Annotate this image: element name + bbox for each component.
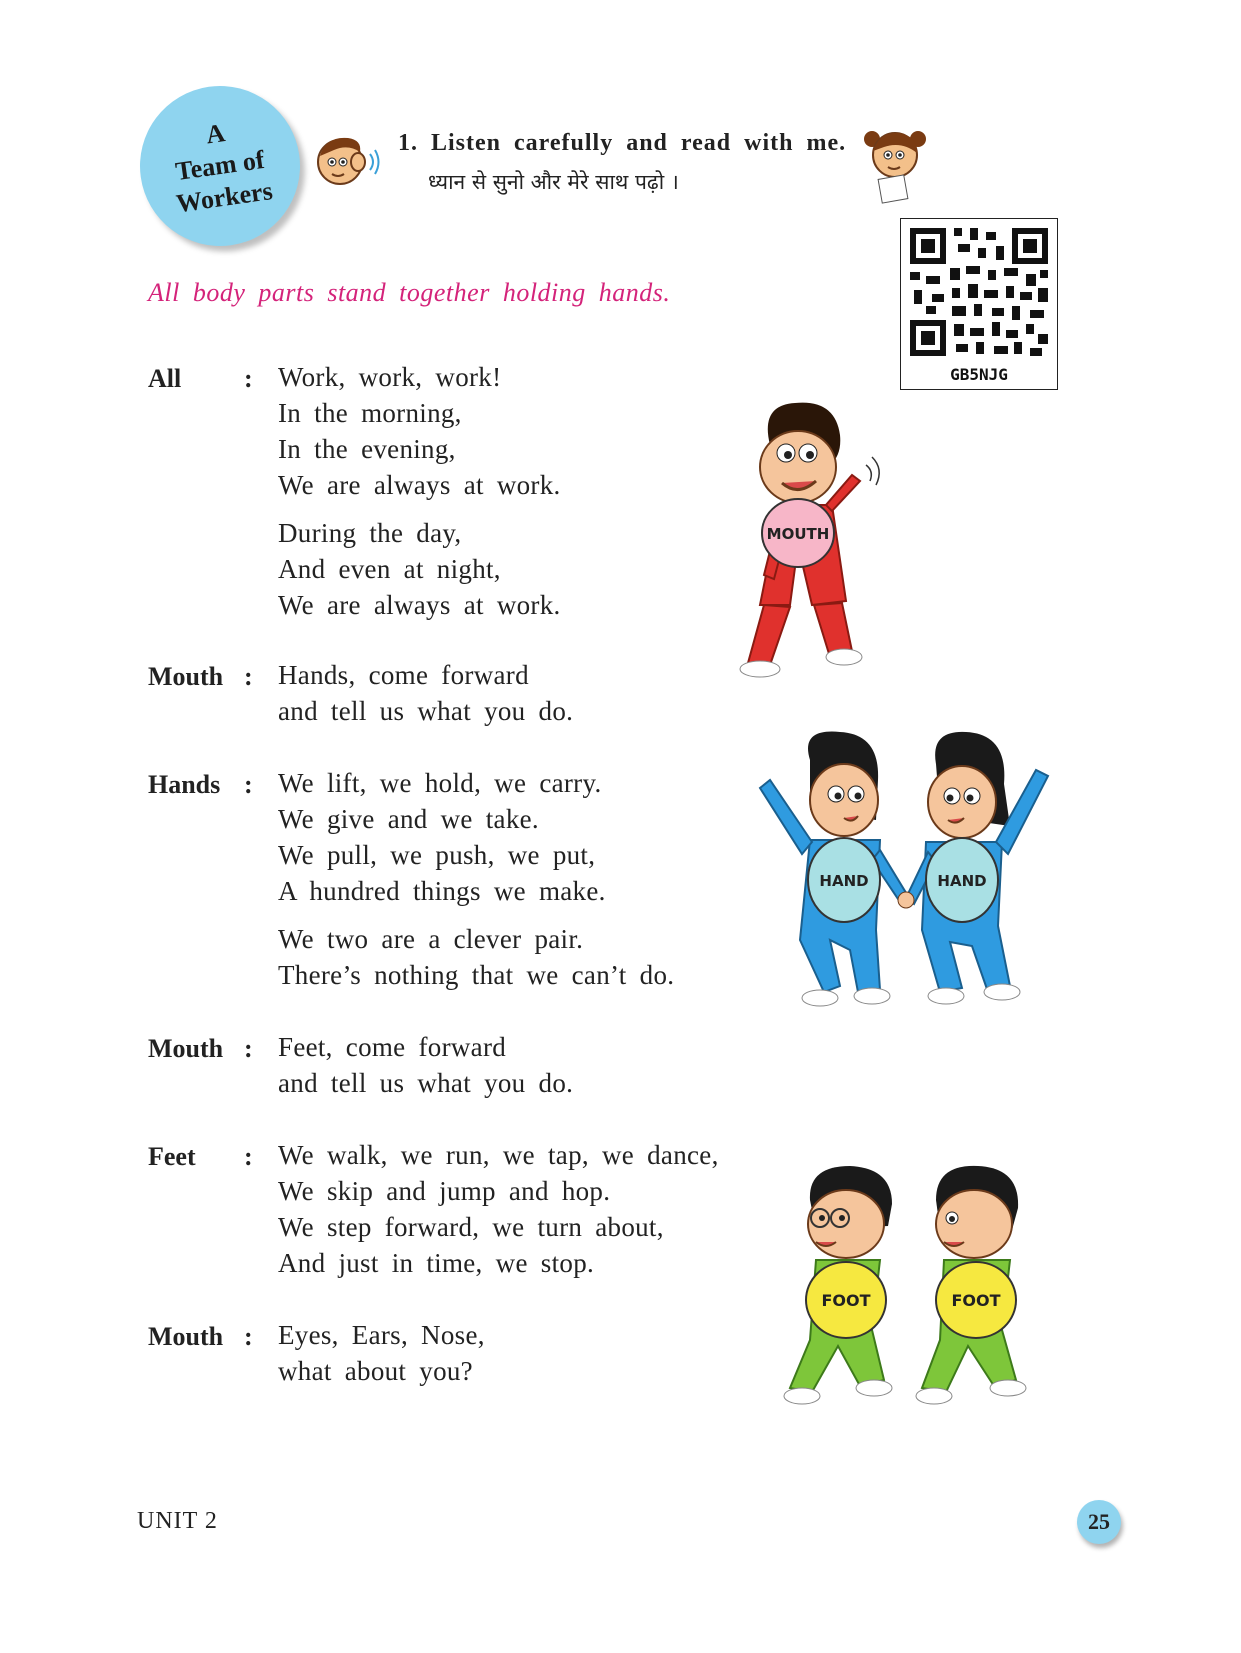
poem-line: And even at night,: [278, 554, 501, 584]
mouth-label: MOUTH: [766, 525, 830, 543]
poem-line: During the day,: [278, 518, 462, 548]
poem-line: We step forward, we turn about,: [278, 1212, 664, 1242]
poem-line: We skip and jump and hop.: [278, 1176, 611, 1206]
foot-label-left: FOOT: [821, 1291, 871, 1310]
qr-code: [900, 218, 1058, 390]
speaker-mouth: Mouth: [148, 662, 224, 691]
poem-line: In the morning,: [278, 398, 462, 428]
speaker-mouth: Mouth: [148, 1034, 224, 1063]
feet-characters-illustration: [780, 1160, 1140, 1430]
poem-line: what about you?: [278, 1356, 473, 1386]
instruction-hindi: ध्यान से सुनो और मेरे साथ पढ़ो ।: [428, 170, 679, 194]
foot-label-right: FOOT: [951, 1291, 1001, 1310]
poem-line: We are always at work.: [278, 590, 561, 620]
poem-line: We lift, we hold, we carry.: [278, 768, 602, 798]
speaker-hands: Hands: [148, 770, 221, 799]
page-number: 25: [1077, 1500, 1121, 1544]
reading-girl-icon: [860, 125, 930, 205]
speaker-colon: :: [244, 662, 253, 691]
poem-line: Work, work, work!: [278, 362, 502, 392]
lesson-title-badge: [130, 76, 311, 257]
lesson-title-line-1: A: [204, 118, 227, 150]
poem-line: and tell us what you do.: [278, 1068, 574, 1098]
unit-label: UNIT 2: [137, 1508, 218, 1534]
lesson-title-line-2: Team of: [173, 144, 267, 187]
speaker-mouth: Mouth: [148, 1322, 224, 1351]
hands-characters-illustration: [740, 730, 1110, 1040]
poem-line: A hundred things we make.: [278, 876, 606, 906]
poem-line: We pull, we push, we put,: [278, 840, 596, 870]
speaker-colon: :: [244, 770, 253, 799]
poem-line: And just in time, we stop.: [278, 1248, 595, 1278]
stage-direction: All body parts stand together holding hands.: [148, 278, 671, 307]
poem-line: We are always at work.: [278, 470, 561, 500]
qr-code-label: GB5NJG: [950, 365, 1008, 384]
hand-label-right: HAND: [937, 872, 987, 890]
speaker-all: All: [148, 364, 182, 393]
poem-line: There’s nothing that we can’t do.: [278, 960, 675, 990]
poem-line: and tell us what you do.: [278, 696, 574, 726]
mouth-character-illustration: [720, 395, 900, 690]
speaker-colon: :: [244, 1142, 253, 1171]
poem-line: We walk, we run, we tap, we dance,: [278, 1140, 719, 1170]
speaker-feet: Feet: [148, 1142, 196, 1171]
poem-line: Feet, come forward: [278, 1032, 507, 1062]
poem-line: We give and we take.: [278, 804, 539, 834]
poem-line: Eyes, Ears, Nose,: [278, 1320, 485, 1350]
speaker-colon: :: [244, 1322, 253, 1351]
poem-line: We two are a clever pair.: [278, 924, 584, 954]
hand-label-left: HAND: [819, 872, 869, 890]
listening-boy-icon: [312, 130, 382, 190]
poem-line: Hands, come forward: [278, 660, 529, 690]
lesson-title-line-3: Workers: [174, 176, 275, 219]
instruction-english: 1. Listen carefully and read with me.: [398, 130, 847, 156]
speaker-colon: :: [244, 364, 253, 393]
speaker-colon: :: [244, 1034, 253, 1063]
poem-line: In the evening,: [278, 434, 456, 464]
